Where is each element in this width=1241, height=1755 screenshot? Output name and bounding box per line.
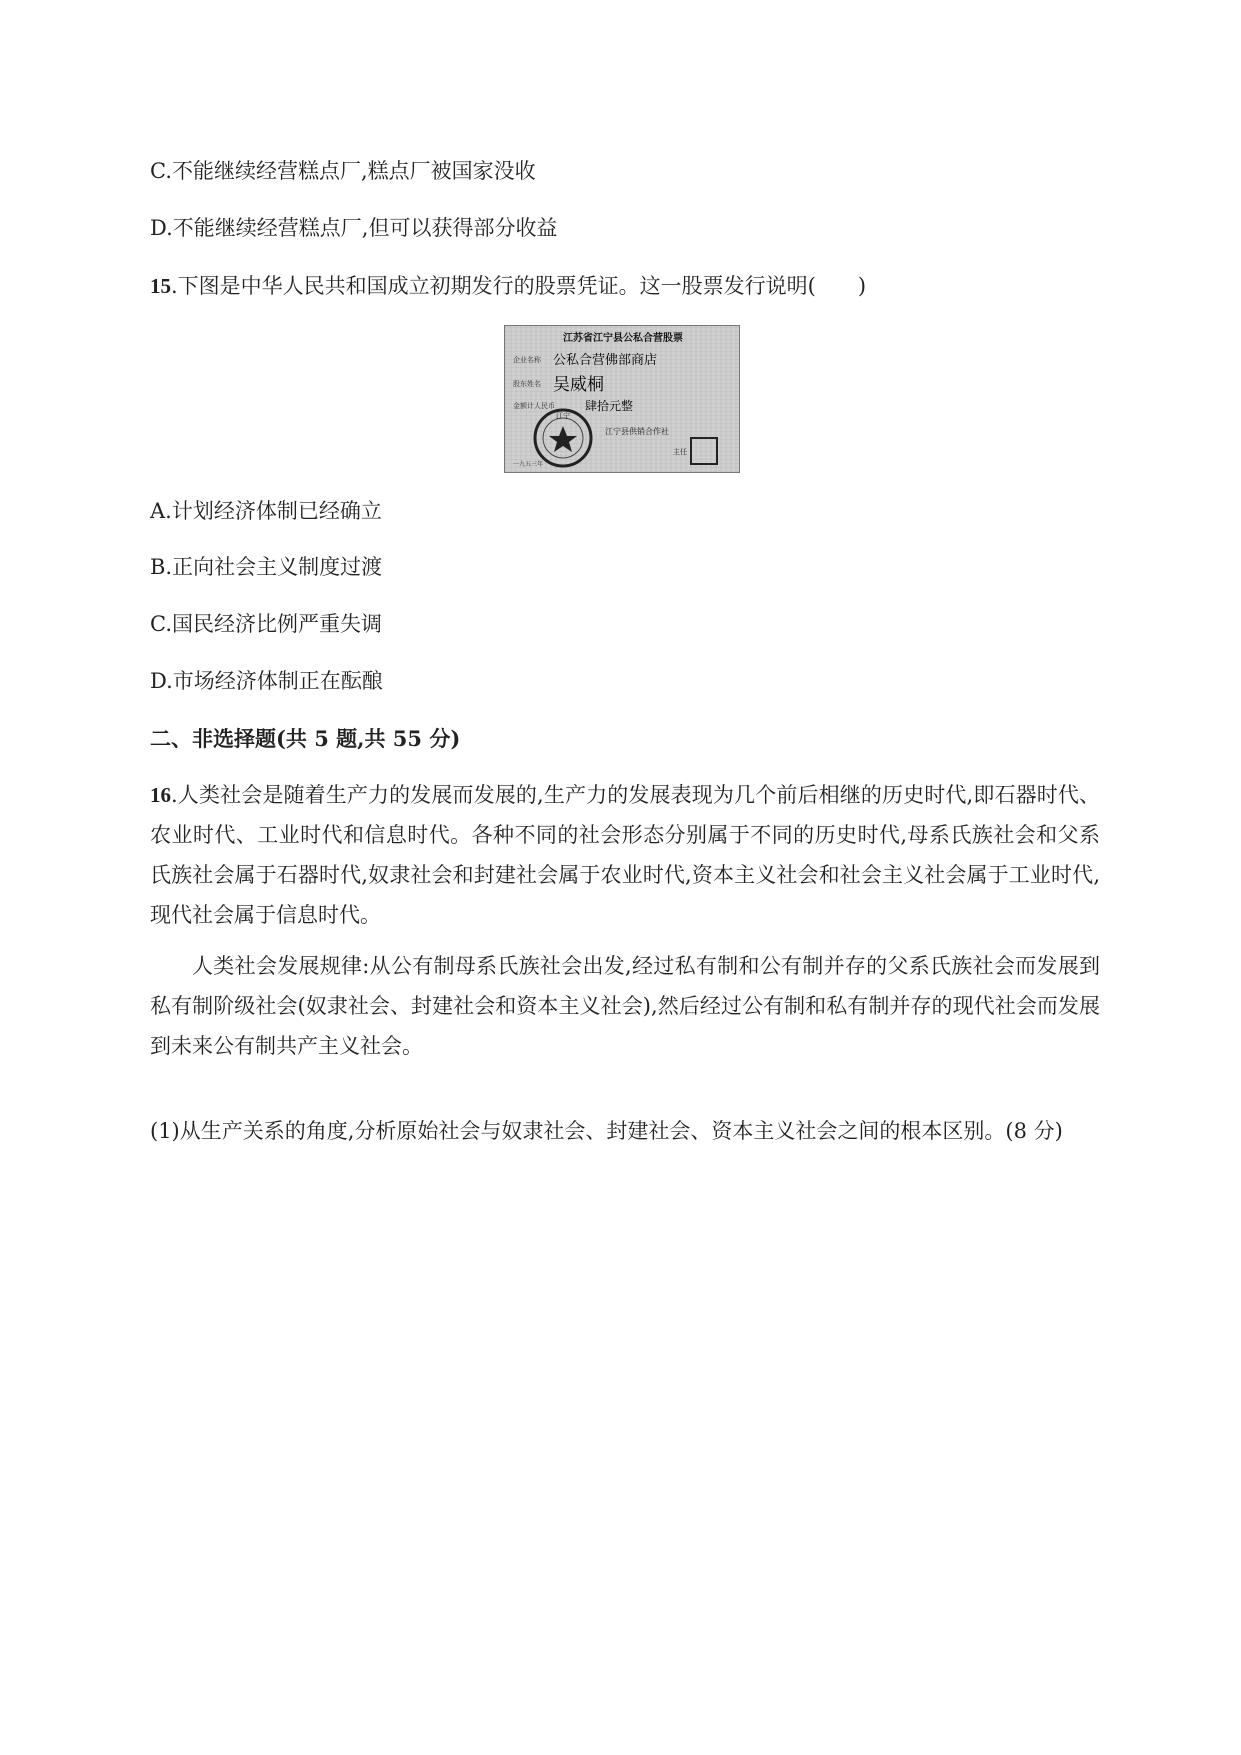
question-number: 15 xyxy=(150,274,171,298)
question-16-para2: 人类社会发展规律:从公有制母系氏族社会出发,经过私有制和公有制并存的父系氏族社会而发展到私有制阶级社会(奴隶社会、封建社会和资本主义社会),然后经过公有制和私有制并存的现代社会而发展到未来公有制共产主义社会。 xyxy=(150,954,1100,1058)
certificate-stamp-label: 主任 xyxy=(673,448,687,456)
certificate-scan xyxy=(505,326,741,474)
certificate-title: 江苏省江宁县公私合营股票 xyxy=(563,333,683,344)
question-16-sub1: (1)从生产关系的角度,分析原始社会与奴隶社会、封建社会、资本主义社会之间的根本区别。(8 分) xyxy=(150,1119,1063,1143)
square-stamp xyxy=(691,438,717,464)
certificate-row3-value: 肆拾元整 xyxy=(585,399,634,413)
certificate-row2-value: 吴威桐 xyxy=(553,375,604,395)
stock-certificate-image xyxy=(504,325,740,473)
question-16-para1 xyxy=(150,775,1100,935)
section-heading: 二、非选择题(共 5 题,共 55 分) xyxy=(150,726,461,751)
option-a-q15: A.计划经济体制已经确立 xyxy=(150,499,382,523)
option-b-q15: B.正向社会主义制度过渡 xyxy=(150,555,383,579)
question-16-para1-text: .人类社会是随着生产力的发展而发展的,生产力的发展表现为几个前后相继的历史时代,即石器时代、农业时代、工业时代和信息时代。各种不同的社会形态分别属于不同的历史时代,母系氏族社会和父系氏族社会属于石器时代,奴隶社会和封建社会属于农业时代,资本主义社会和社会主义社会属于工业时代,现代社会属于信息时代。 xyxy=(150,783,1100,927)
question-number: 16 xyxy=(150,783,171,807)
question-16 xyxy=(150,775,1100,935)
option-d-q15: D.市场经济体制正在酝酿 xyxy=(150,669,383,693)
option-d-q14: D.不能继续经营糕点厂,但可以获得部分收益 xyxy=(150,216,558,240)
certificate-row3-label: 金额计人民币 xyxy=(513,402,555,410)
certificate-issuer: 江宁县供销合作社 xyxy=(605,427,669,436)
option-c-q14: C.不能继续经营糕点厂,糕点厂被国家没收 xyxy=(150,159,536,183)
question-15 xyxy=(150,271,866,301)
option-c-q15: C.国民经济比例严重失调 xyxy=(150,612,382,636)
seal-star-icon xyxy=(549,426,577,452)
certificate-row2-label: 股东姓名 xyxy=(513,380,541,388)
question-text: .下图是中华人民共和国成立初期发行的股票凭证。这一股票发行说明( ) xyxy=(171,274,867,298)
certificate-row1-label: 企业名称 xyxy=(513,356,541,364)
question-16-para2-block xyxy=(150,946,1100,1066)
certificate-row1-value: 公私合营佛部商店 xyxy=(553,353,658,368)
certificate-date: 一九五三年 xyxy=(513,461,544,468)
seal-text: 江宁 xyxy=(556,412,570,420)
